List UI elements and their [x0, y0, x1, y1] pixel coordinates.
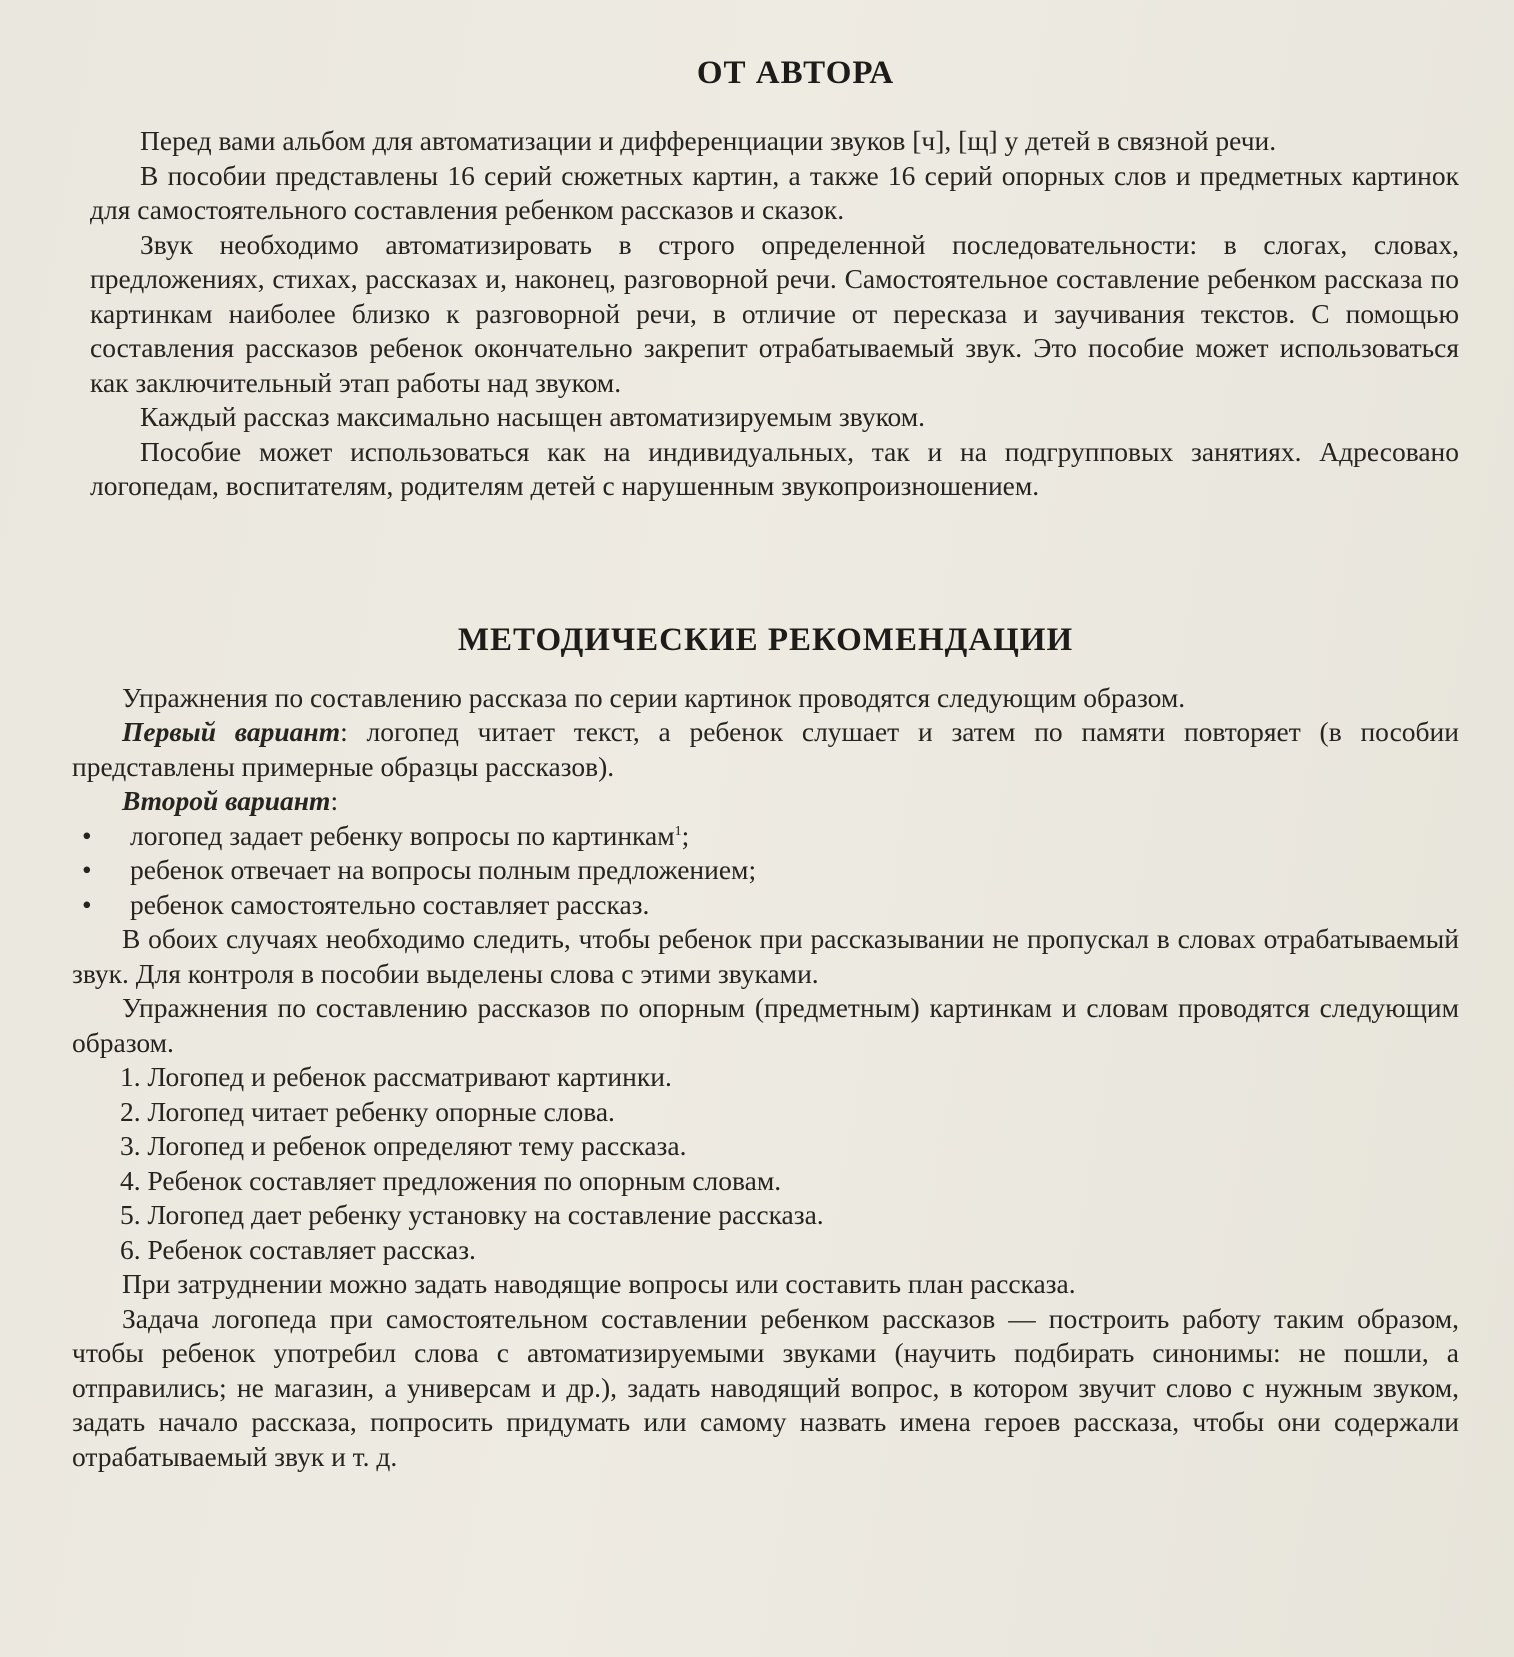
- methods-section-body: [72, 681, 1459, 1475]
- bullet-icon: •: [82, 819, 92, 851]
- variant-one: [72, 715, 1459, 784]
- author-section-body: [72, 124, 1459, 504]
- list-item: 4. Ребенок составляет предложения по опорным словам.: [120, 1164, 782, 1196]
- bullet-icon: •: [82, 888, 92, 920]
- author-paragraph: В пособии представлены 16 серий сюжетных картин, а также 16 серий опорных слов и предметных картинок для самостоятельного составления ребенком рассказов и сказок.: [90, 159, 1459, 225]
- variant-one-label: Первый вариант: [122, 716, 341, 747]
- list-item: 1. Логопед и ребенок рассматривают картинки.: [120, 1061, 672, 1092]
- author-paragraph: Звук необходимо автоматизировать в строго определенной последовательности: в слогах, словах, предложениях, стихах, рассказах и, наконец, разговорной речи. Самостоятельное составление ребенком рассказа по картинкам наиболее близко к разговорной речи, в отличие от пересказа и заучивания текстов. С помощью составления рассказов ребенок окончательно закрепит отрабатываемый звук. Это пособие может использоваться как заключительный этап работы над звуком.: [90, 228, 1459, 398]
- variant-two-label: Второй вариант: [122, 785, 331, 816]
- footnote-marker: 1: [674, 823, 682, 839]
- difficulty-paragraph: При затруднении можно задать наводящие вопросы или составить план рассказа.: [122, 1268, 1076, 1299]
- list-item-text: ребенок отвечает на вопросы полным предложением;: [130, 854, 757, 885]
- author-section-title: ОТ АВТОРА: [696, 55, 895, 91]
- list-item: 5. Логопед дает ребенку установку на составление рассказа.: [120, 1199, 824, 1230]
- support-intro: Упражнения по составлению рассказов по опорным (предметным) картинкам и словам проводятся следующим образом.: [72, 992, 1459, 1058]
- list-item: 3. Логопед и ребенок определяют тему рассказа.: [120, 1130, 687, 1161]
- control-paragraph: В обоих случаях необходимо следить, чтобы ребенок при рассказывании не пропускал в словах отрабатываемый звук. Для контроля в пособии выделены слова с этими звуками.: [72, 923, 1459, 989]
- list-item: [72, 853, 1459, 888]
- task-paragraph: Задача логопеда при самостоятельном составлении ребенком рассказов — построить работу таким образом, чтобы ребенок употребил слова с автоматизируемыми звуками (научить подбирать синонимы: не пошли, а отправились; не магазин, а универсам и др.), задать наводящий вопрос, в котором звучит слово с нужным звуком, задать начало рассказа, попросить придумать или самому назвать имена героев рассказа, чтобы они содержали отрабатываемый звук и т. д.: [72, 1302, 1459, 1472]
- list-item: [72, 819, 1459, 854]
- variant-two-steps: [72, 819, 1459, 923]
- list-item-text: логопед задает ребенку вопросы по картинкам: [130, 819, 675, 851]
- list-item-end: ;: [681, 819, 690, 851]
- author-paragraph: Пособие может использоваться как на индивидуальных, так и на подгрупповых занятиях. Адресовано логопедам, воспитателям, родителям детей с нарушенным звукопроизношением.: [90, 435, 1459, 501]
- list-item: 6. Ребенок составляет рассказ.: [120, 1233, 476, 1265]
- bullet-icon: •: [82, 854, 92, 885]
- support-steps: [72, 1060, 1459, 1267]
- list-item-text: ребенок самостоятельно составляет рассказ.: [130, 888, 650, 920]
- variant-two: [72, 784, 1459, 819]
- list-item: 2. Логопед читает ребенку опорные слова.: [120, 1095, 615, 1127]
- author-paragraph: Перед вами альбом для автоматизации и дифференциации звуков [ч], [щ] у детей в связной речи.: [140, 125, 1277, 156]
- variant-one-text: : логопед читает текст, а ребенок слушает и затем по памяти повторяет (в пособии представлены примерные образцы рассказов).: [72, 716, 1459, 782]
- variant-two-colon: :: [330, 785, 339, 816]
- methods-section-title: МЕТОДИЧЕСКИЕ РЕКОМЕНДАЦИИ: [457, 621, 1074, 658]
- author-paragraph: Каждый рассказ максимально насыщен автоматизируемым звуком.: [140, 401, 926, 432]
- list-item: [72, 888, 1459, 923]
- methods-intro: Упражнения по составлению рассказа по серии картинок проводятся следующим образом.: [122, 681, 1186, 713]
